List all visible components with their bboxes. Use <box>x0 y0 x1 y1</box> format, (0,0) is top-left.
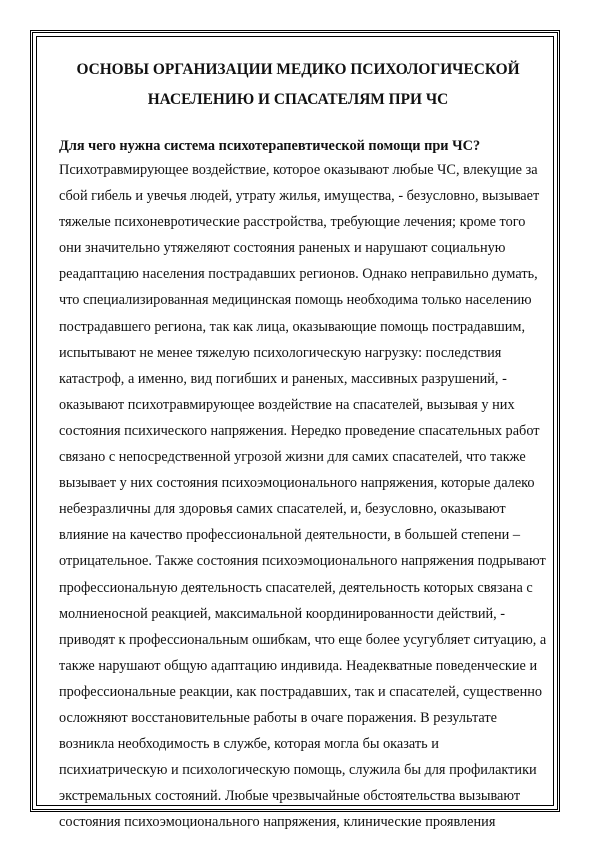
body-text-line: что специализированная медицинская помощь необходима только населению <box>59 292 532 309</box>
body-text-line: сбой гибель и увечья людей, утрату жилья, имущества, - безусловно, вызывает <box>59 188 540 205</box>
body-text-line: реадаптацию населения пострадавших регионов. Однако неправильно думать, <box>59 266 538 283</box>
body-text-line: они значительно утяжеляют состояния раненых и нарушают социальную <box>59 240 506 257</box>
question-heading: Для чего нужна система психотерапевтической помощи при ЧС? <box>59 138 481 154</box>
body-text-line: вызывает у них состояния психоэмоционального напряжения, которые далеко <box>59 475 535 492</box>
body-text-line: тяжелые психоневротические расстройства, требующие лечения; кроме того <box>59 214 526 231</box>
body-text-line: оказывают психотравмирующее воздействие на спасателей, вызывая у них <box>59 396 515 413</box>
body-text-line: экстремальных состояний. Любые чрезвычайные обстоятельства вызывают <box>59 788 521 805</box>
body-text-line: испытывают не менее тяжелую психологическую нагрузку: последствия <box>59 344 502 361</box>
body-text-line: влияние на качество профессиональной деятельности, в большей степени – <box>59 527 521 544</box>
body-text-line: небезразличны для здоровья самих спасателей, и, безусловно, оказывают <box>59 501 506 518</box>
body-text-line: состояния психоэмоционального напряжения, клинические проявления <box>59 814 496 831</box>
document-title <box>50 55 546 115</box>
body-text-line: Психотравмирующее воздействие, которое оказывают любые ЧС, влекущие за <box>59 162 538 178</box>
body-text-line: приводят к профессиональным ошибкам, что еще более усугубляет ситуацию, а <box>59 631 547 648</box>
title-line-1: ОСНОВЫ ОРГАНИЗАЦИИ МЕДИКО ПСИХОЛОГИЧЕСКОЙ <box>76 61 520 78</box>
body-text-line: осложняют восстановительные работы в очаге поражения. В результате <box>59 709 497 726</box>
body-text-line: возникла необходимость в службе, которая могла бы оказать и <box>59 736 439 753</box>
body-text-line: молниеносной реакцией, максимальной координированности действий, - <box>59 605 506 622</box>
body-text-line: катастроф, а именно, вид погибших и раненых, массивных разрушений, - <box>59 370 507 387</box>
body-text-line: отрицательное. Также состояния психоэмоционального напряжения подрывают <box>59 553 546 570</box>
body-text-line: состояния психического напряжения. Нередко проведение спасательных работ <box>59 422 540 439</box>
body-text-line: психиатрическую и психологическую помощь, служила бы для профилактики <box>59 762 537 779</box>
body-text-line: связано с непосредственной угрозой жизни для самих спасателей, что также <box>59 449 526 466</box>
body-text-line: также нарушают общую адаптацию индивида. Неадекватные поведенческие и <box>59 657 538 674</box>
body-text-line: профессиональные реакции, как пострадавших, так и спасателей, существенно <box>59 683 543 700</box>
title-line-2: НАСЕЛЕНИЮ И СПАСАТЕЛЯМ ПРИ ЧС <box>147 91 449 108</box>
body-text <box>59 157 549 835</box>
body-text-line: профессиональную деятельность спасателей, деятельность которых связана с <box>59 579 533 596</box>
body-text-line: пострадавшего региона, так как лица, оказывающие помощь пострадавшим, <box>59 318 526 335</box>
